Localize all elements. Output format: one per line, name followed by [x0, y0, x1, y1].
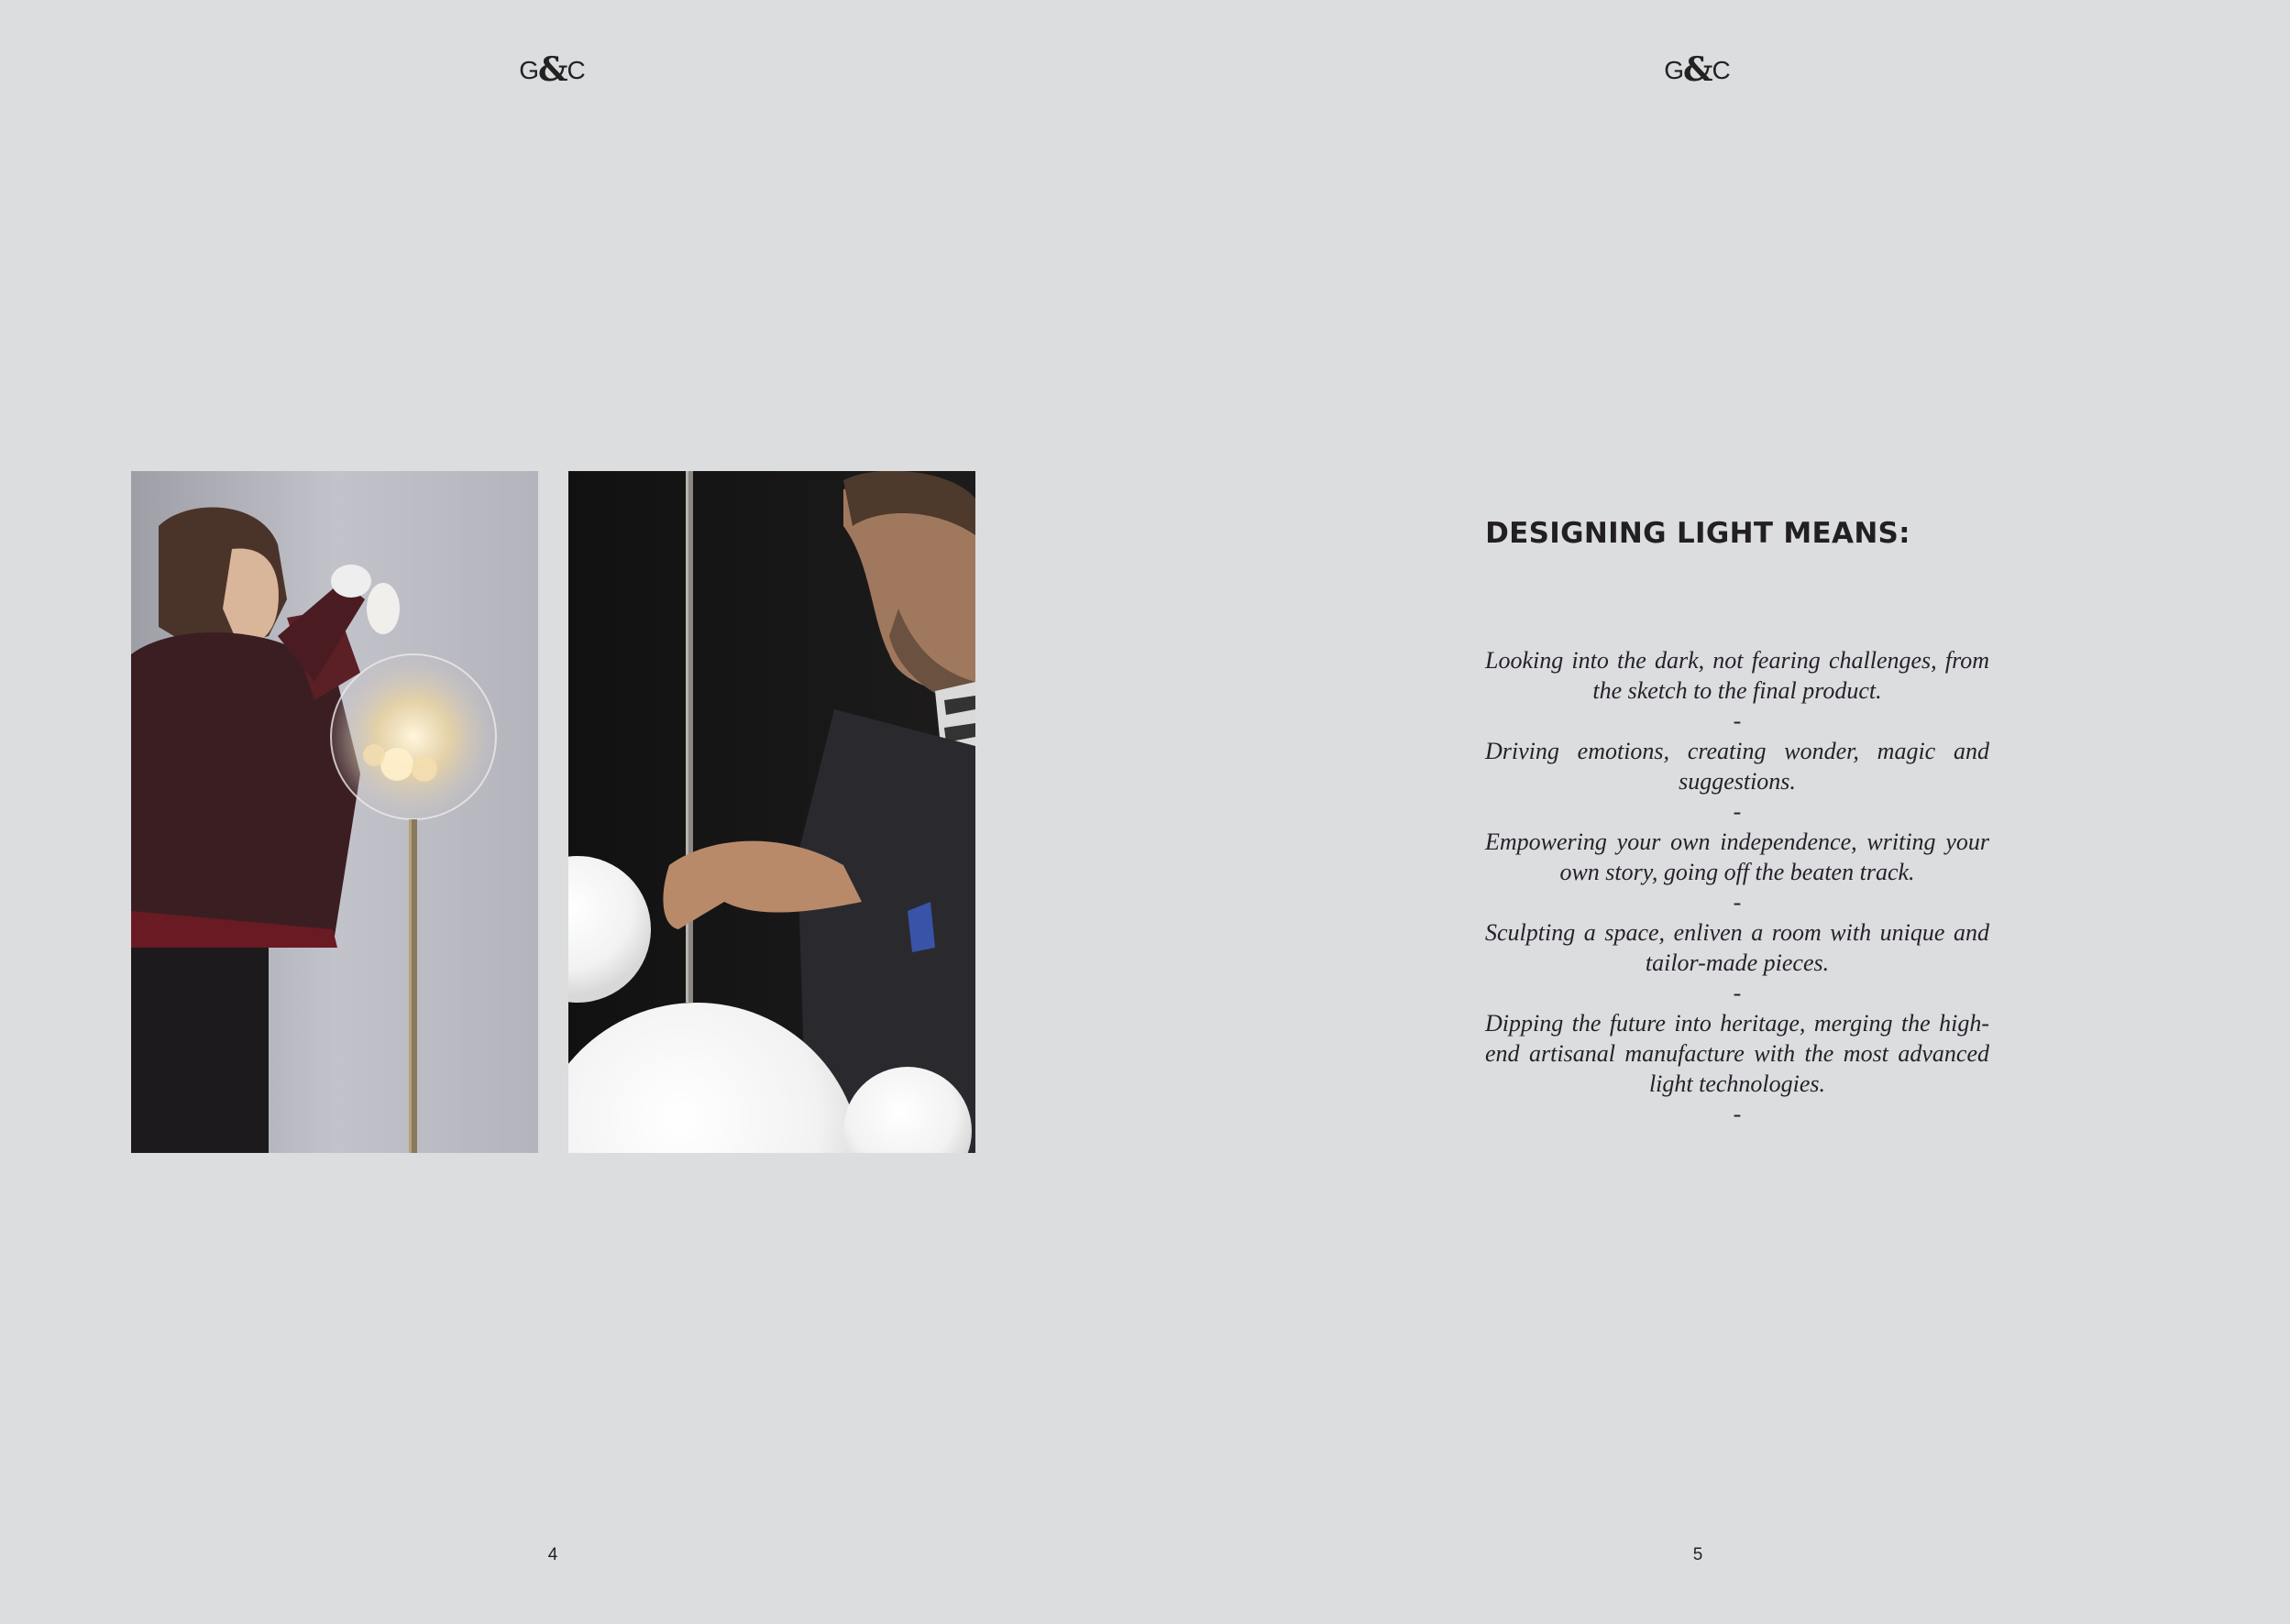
statement-separator: - — [1733, 980, 1742, 1006]
page-left — [0, 0, 1106, 1624]
statement-separator: - — [1733, 1101, 1742, 1127]
section-headline: DESIGNING LIGHT MEANS: — [1485, 517, 1910, 550]
logo-letter-c: C — [1712, 56, 1732, 84]
logo-letter-g: G — [519, 56, 541, 84]
statements-list — [1485, 645, 1989, 1129]
logo-letter-g: G — [1664, 56, 1686, 84]
statement-separator: - — [1733, 889, 1742, 916]
brand-logo-right — [1643, 51, 1753, 89]
page-number-left: 4 — [547, 1545, 558, 1564]
statement-separator: - — [1733, 708, 1742, 734]
photo-man-with-light-spheres — [568, 471, 975, 1153]
statement-item: Sculpting a space, enliven a room with unique and tailor-made pieces. — [1485, 919, 1989, 976]
statement-item: Empowering your own independence, writing your own story, going off the beaten track. — [1485, 828, 1989, 885]
logo-ampersand: & — [538, 50, 569, 89]
brand-logo — [498, 51, 608, 89]
logo-ampersand: & — [1683, 50, 1714, 89]
logo-letter-c: C — [567, 56, 587, 84]
statement-separator: - — [1733, 798, 1742, 825]
statement-item: Dipping the future into heritage, merging the high-end artisanal manufacture with the most advanced light technologies. — [1485, 1010, 1989, 1097]
statement-item: Looking into the dark, not fearing challenges, from the sketch to the final product. — [1485, 647, 1989, 704]
photo-woman-with-glass-lamp — [131, 471, 538, 1153]
page-number-right: 5 — [1692, 1545, 1703, 1564]
page-right — [1106, 0, 2290, 1624]
statement-item: Driving emotions, creating wonder, magic and suggestions. — [1485, 738, 1989, 795]
